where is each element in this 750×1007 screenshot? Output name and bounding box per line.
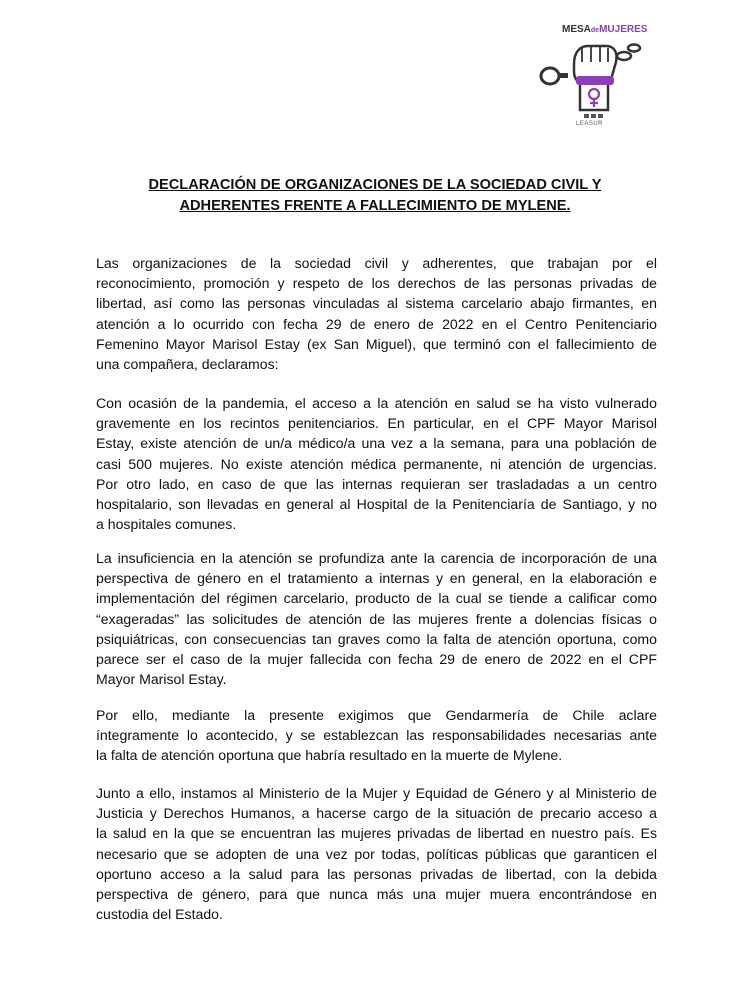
heading-line-1: DECLARACIÓN DE ORGANIZACIONES DE LA SOCIEDAD CIVIL Y	[148, 177, 602, 193]
paragraph-line: la falta de atención oportuna que habría resultado en la muerte de Mylene.	[96, 747, 563, 764]
paragraph-line: Justicia y Derechos Humanos, a hacerse cargo de la situación de precario acceso a	[96, 805, 657, 822]
heading-line-2: ADHERENTES FRENTE A FALLECIMIENTO DE MYLENE.	[179, 198, 571, 214]
paragraph-line: a hospitales comunes.	[96, 516, 237, 533]
paragraph-line: perspectiva de género en el tratamiento a internas y en general, en la elaboración e	[96, 570, 657, 587]
paragraph-1	[96, 253, 657, 374]
paragraph-line: custodia del Estado.	[96, 906, 223, 923]
paragraph-line: psiquiátricas, con consecuencias tan graves como la falta de atención oportuna, como	[96, 630, 657, 647]
paragraph-line: perspectiva de género, para que nunca más una mujer muera encontrándose en	[96, 886, 657, 903]
paragraph-line: casi 500 mujeres. No existe atención médica permanente, ni atención de urgencias.	[96, 455, 657, 472]
paragraph-line: hospitalario, son llevadas en general al Hospital de la Penitenciaría de Santiago, y no	[96, 496, 657, 513]
paragraph-line: Femenino Mayor Marisol Estay (ex San Miguel), que terminó con el fallecimiento de	[96, 335, 657, 352]
paragraph-line: Con ocasión de la pandemia, el acceso a la atención en salud se ha visto vulnerado	[96, 395, 657, 411]
paragraph-line: Estay, existe atención de un/a médico/a una vez a la semana, para una población de	[96, 435, 657, 452]
paragraph-line: atención a lo ocurrido con fecha 29 de enero de 2022 en el Centro Penitenciario	[96, 315, 657, 332]
paragraph-line: una compañera, declaramos:	[96, 356, 279, 373]
logo-title	[562, 24, 647, 35]
paragraph-line: gravemente en los recintos penitenciarios. En particular, en el CPF Mayor Marisol	[96, 415, 657, 432]
paragraph-4	[96, 705, 657, 766]
paragraph-line: Por ello, mediante la presente exigimos que Gendarmería de Chile aclare	[96, 707, 657, 723]
paragraph-line: La insuficiencia en la atención se profundiza ante la carencia de incorporación de una	[96, 550, 657, 566]
paragraph-line: Por otro lado, en caso de que las internas requieran ser trasladadas a un centro	[96, 475, 657, 492]
paragraph-2	[96, 393, 657, 534]
paragraph-line: libertad, así como las personas vinculadas al sistema carcelario abajo firmantes, en	[96, 295, 657, 312]
paragraph-line: necesario que se adopten de una vez por todas, políticas públicas que garanticen el	[96, 845, 657, 862]
raised-fist-broken-chain-icon	[536, 36, 648, 122]
logo-subtitle: LEASUR	[576, 121, 604, 127]
paragraph-line: la salud en la que se encuentran las mujeres privadas de libertad en nuestro país. Es	[96, 825, 657, 842]
paragraph-line: Junto a ello, instamos al Ministerio de la Mujer y Equidad de Género y al Ministerio de	[96, 785, 657, 801]
mesa-de-mujeres-logo	[536, 24, 648, 134]
paragraph-3	[96, 548, 657, 689]
paragraph-line: íntegramente lo acontecido, y se establezcan las responsabilidades necesarias ante	[96, 727, 657, 744]
paragraph-line: reconocimiento, promoción y respeto de los derechos de las personas privadas de	[96, 275, 657, 292]
logo-title-part3: MUJERES	[599, 24, 648, 35]
paragraph-line: “exageradas” las solicitudes de atención de las mujeres frente a dolencias físicas o	[96, 610, 657, 627]
paragraph-line: parece ser el caso de la mujer fallecida con fecha 29 de enero de 2022 en el CPF	[96, 651, 657, 668]
paragraph-line: oportuno acceso a la salud para las personas privadas de libertad, con la debida	[96, 865, 657, 882]
paragraph-5	[96, 783, 657, 924]
logo-title-part1: MESA	[562, 24, 591, 35]
paragraph-line: implementación del régimen carcelario, producto de la cual se tiende a calificar como	[96, 590, 657, 607]
paragraph-line: Mayor Marisol Estay.	[96, 671, 227, 688]
paragraph-line: Las organizaciones de la sociedad civil y adherentes, que trabajan por el	[96, 255, 657, 271]
logo-title-part2: de	[590, 27, 600, 34]
declaration-heading	[100, 175, 650, 217]
